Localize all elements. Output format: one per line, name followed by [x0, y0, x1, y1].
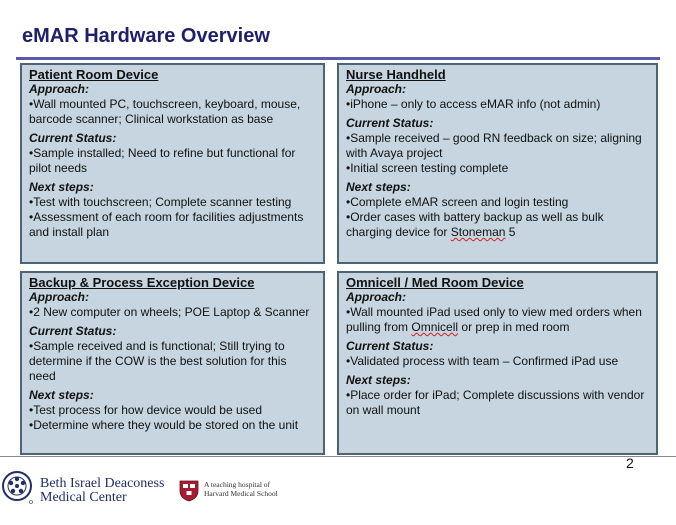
approach-text: Wall mounted iPad used only to view med orders when pulling from: [346, 305, 642, 334]
box-title: Patient Room Device: [29, 67, 159, 82]
next-step-item: • Determine where they would be stored on the unit: [29, 418, 316, 433]
status-label: Current Status:: [346, 339, 434, 353]
next-step-item: • Place order for iPad; Complete discussions with vendor on wall mount: [346, 388, 649, 418]
status-item: • Sample received – good RN feedback on size; aligning with Avaya project: [346, 131, 649, 161]
approach-label: Approach:: [346, 82, 406, 96]
next-step-item: • Complete eMAR screen and login testing: [346, 195, 649, 210]
status-item: • Sample installed; Need to refine but functional for pilot needs: [29, 146, 316, 176]
page-number: 2: [626, 455, 634, 471]
harvard-line-2: Harvard Medical School: [204, 489, 278, 498]
footer-divider: [0, 456, 676, 457]
approach-item: [346, 305, 649, 335]
approach-text: or prep in med room: [458, 320, 570, 334]
bidmc-seal-icon: [1, 468, 35, 506]
status-label: Current Status:: [346, 116, 434, 130]
box-title: Backup & Process Exception Device: [29, 275, 255, 290]
title-divider: [16, 57, 660, 60]
harvard-shield-icon: [179, 480, 199, 502]
org-name: [40, 477, 164, 505]
spellcheck-word: Stoneman: [450, 225, 506, 239]
next-step-item: [346, 210, 649, 240]
next-step-item: • Assessment of each room for facilities adjustments and install plan: [29, 210, 316, 240]
spellcheck-word: Omnicell: [411, 320, 459, 334]
approach-item: • Wall mounted PC, touchscreen, keyboard, mouse, barcode scanner; Clinical workstation as base: [29, 97, 316, 127]
backup-device-box: [20, 271, 325, 455]
status-item: • Validated process with team – Confirmed iPad use: [346, 354, 649, 369]
next-step-text: Order cases with battery backup as well as bulk charging device for: [346, 210, 604, 239]
status-item: • Initial screen testing complete: [346, 161, 649, 176]
box-title: Nurse Handheld: [346, 67, 446, 82]
approach-item: • iPhone – only to access eMAR info (not admin): [346, 97, 649, 112]
next-step-text: 5: [505, 225, 516, 239]
next-step-item: • Test process for how device would be used: [29, 403, 316, 418]
harvard-affiliation: [204, 480, 278, 498]
approach-label: Approach:: [29, 290, 89, 304]
status-item: • Sample received and is functional; Still trying to determine if the COW is the best solution for this need: [29, 339, 316, 384]
patient-room-device-box: [20, 63, 325, 264]
omnicell-device-box: [337, 271, 658, 455]
org-name-line-1: Beth Israel Deaconess: [40, 476, 165, 491]
nurse-handheld-box: [337, 63, 658, 264]
box-title: Omnicell / Med Room Device: [346, 275, 524, 290]
approach-label: Approach:: [29, 82, 89, 96]
next-step-item: • Test with touchscreen; Complete scanner testing: [29, 195, 316, 210]
next-steps-label: Next steps:: [346, 373, 411, 387]
slide-title: eMAR Hardware Overview: [22, 25, 270, 47]
approach-item: • 2 New computer on wheels; POE Laptop & Scanner: [29, 305, 316, 320]
harvard-line-1: A teaching hospital of: [204, 480, 271, 489]
next-steps-label: Next steps:: [29, 388, 94, 402]
status-label: Current Status:: [29, 324, 117, 338]
next-steps-label: Next steps:: [29, 180, 94, 194]
org-name-line-2: Medical Center: [40, 490, 127, 505]
approach-label: Approach:: [346, 290, 406, 304]
status-label: Current Status:: [29, 131, 117, 145]
next-steps-label: Next steps:: [346, 180, 411, 194]
